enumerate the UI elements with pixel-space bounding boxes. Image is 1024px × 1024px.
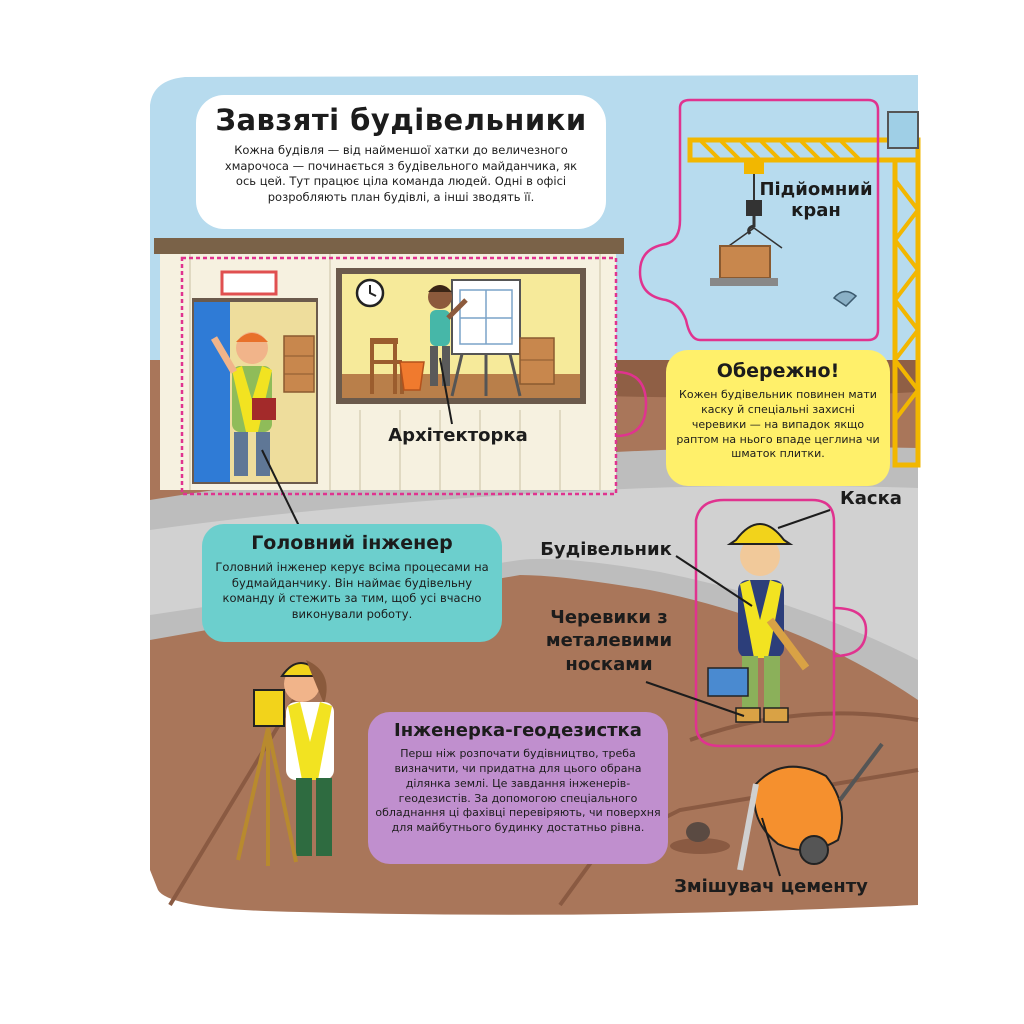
drawer-cabinet bbox=[520, 338, 554, 384]
page-title: Завзяті будівельники bbox=[215, 103, 587, 137]
theodolite-icon bbox=[254, 690, 284, 726]
surveyor-title: Інженерка-геодезистка bbox=[394, 720, 642, 741]
architect-label: Архітекторка bbox=[388, 425, 528, 446]
surveyor-text: Перш ніж розпочати будівництво, треба визначити, чи придатна для цього обрана ділянка землі. Це завдання інженерів-геодезистів. За допомогою спеціального обладнання ці фахівці перевіряють, чи поверхня для майбутнього будинку достатньо рівна. bbox=[375, 747, 661, 835]
cabin-roof bbox=[154, 238, 624, 254]
drawer-cabinet bbox=[284, 336, 314, 392]
mixer-label: Змішувач цементу bbox=[674, 876, 868, 897]
warning-box bbox=[666, 350, 890, 486]
surveyor-box bbox=[368, 712, 668, 864]
engineer-text: Головний інженер керує всіма процесами на будмайданчику. Він наймає будівельну команду й стежить за тим, щоб усі вчасно виконували роботу. bbox=[215, 560, 489, 621]
bucket bbox=[400, 362, 424, 390]
architect-body bbox=[430, 310, 450, 346]
helmet-label: Каска bbox=[840, 488, 902, 509]
warning-title: Обережно! bbox=[716, 360, 840, 382]
crane-label: Підйомний кран bbox=[759, 179, 873, 221]
door-panel bbox=[194, 302, 230, 482]
boots-label: Черевики з металевими носками bbox=[545, 607, 673, 675]
intro-text: Кожна будівля — від найменшої хатки до величезного хмарочоса — починається з будівельного майданчика, як ось цей. Тут працює ціла команда людей. Одні в офісі розробляють план будівлі, а інші зводять її. bbox=[224, 143, 578, 204]
intro-box bbox=[196, 95, 606, 229]
engineer-box bbox=[202, 524, 502, 642]
wall-sign bbox=[222, 272, 276, 294]
warning-text: Кожен будівельник повинен мати каску й спеціальні захисні черевики — на випадок якщо раптом на нього впаде цеглина чи шматок плитки. bbox=[676, 388, 880, 461]
engineer-title: Головний інженер bbox=[251, 532, 453, 554]
toolbox bbox=[708, 668, 748, 696]
crane-cargo-crate bbox=[720, 246, 770, 278]
builder-label: Будівельник bbox=[540, 539, 672, 560]
